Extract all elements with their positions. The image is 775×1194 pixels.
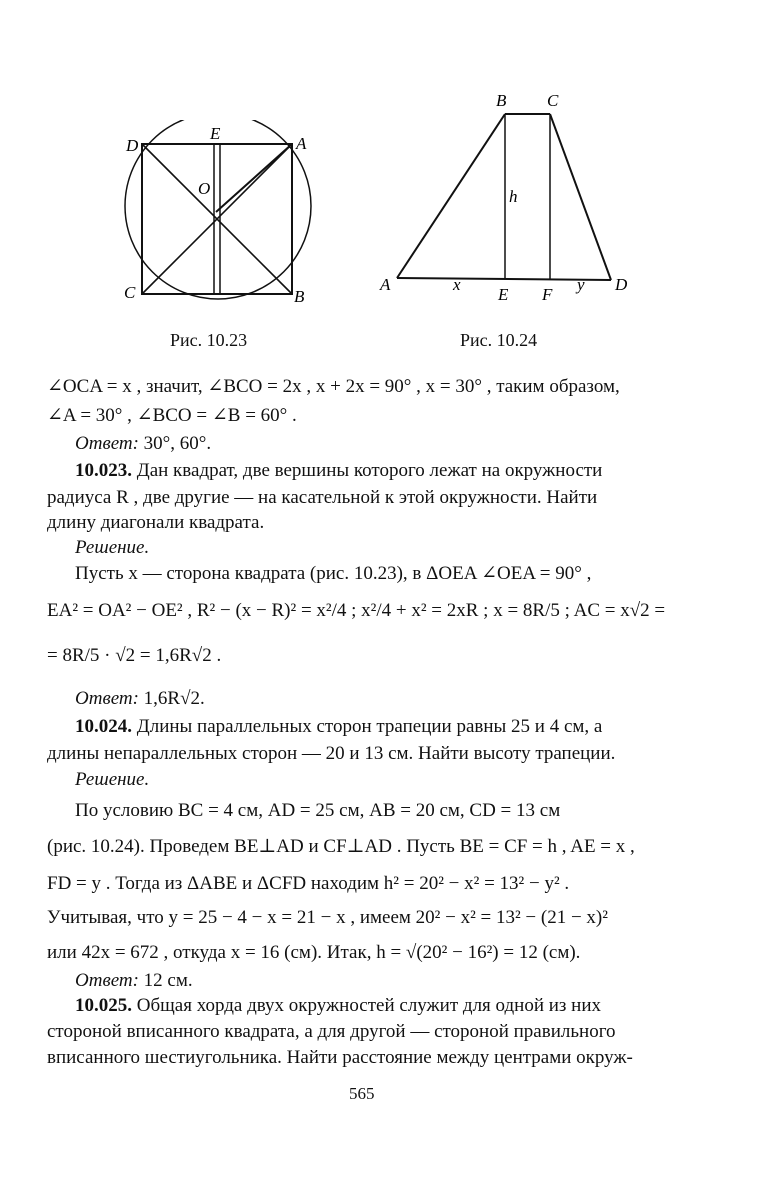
text-line: ∠OCA = x , значит, ∠BCO = 2x , x + 2x = 90° , x = 30° , таким образом, xyxy=(47,376,620,397)
text-line: ∠A = 30° , ∠BCO = ∠B = 60° . xyxy=(47,405,297,426)
problem-10-025 xyxy=(75,995,601,1017)
text-line: длину диагонали квадрата. xyxy=(47,512,265,533)
page-number: 565 xyxy=(349,1084,375,1103)
label-D: D xyxy=(615,275,628,294)
label-B: B xyxy=(496,91,507,110)
problem-text: Длины параллельных сторон трапеции равны 25 и 4 см, а xyxy=(132,716,603,737)
text-line: вписанного шестиугольника. Найти расстояние между центрами окруж- xyxy=(47,1047,633,1068)
problem-10-024 xyxy=(75,716,602,738)
label-D: D xyxy=(126,136,139,155)
label-F: F xyxy=(542,285,553,304)
problem-number: 10.023. xyxy=(75,460,132,481)
problem-number: 10.025. xyxy=(75,995,132,1016)
label-E: E xyxy=(498,285,509,304)
label-x: x xyxy=(453,275,461,294)
formula-line: = 8R/5 · √2 = 1,6R√2 . xyxy=(47,645,222,666)
text-line: или 42x = 672 , откуда x = 16 (см). Итак, h = √(20² − 16²) = 12 (см). xyxy=(47,942,581,963)
answer-line xyxy=(75,688,205,710)
problem-text: Общая хорда двух окружностей служит для одной из них xyxy=(132,995,602,1016)
answer-label: Ответ: xyxy=(75,688,139,709)
figure-10-23 xyxy=(110,120,330,310)
solution-label: Решение. xyxy=(75,537,150,558)
text-line: Пусть x — сторона квадрата (рис. 10.23), в ΔOEA ∠OEA = 90° , xyxy=(75,563,592,584)
label-E: E xyxy=(210,124,221,143)
text-line: радиуса R , две другие — на касательной к этой окружности. Найти xyxy=(47,487,598,508)
caption-fig-10-24: Рис. 10.24 xyxy=(460,330,538,350)
answer-label: Ответ: xyxy=(75,970,139,991)
problem-10-023 xyxy=(75,460,602,482)
text-line: FD = y . Тогда из ΔABE и ΔCFD находим h² = 20² − x² = 13² − y² . xyxy=(47,873,570,894)
label-C: C xyxy=(547,91,559,110)
text-line: длины непараллельных сторон — 20 и 13 см. Найти высоту трапеции. xyxy=(47,743,616,764)
answer-value: 1,6R√2. xyxy=(138,688,205,709)
caption-fig-10-23: Рис. 10.23 xyxy=(170,330,248,350)
label-A: A xyxy=(296,134,307,153)
text-line: Учитывая, что y = 25 − 4 − x = 21 − x , имеем 20² − x² = 13² − (21 − x)² xyxy=(47,907,608,928)
figure-10-24 xyxy=(375,90,645,315)
answer-line xyxy=(75,433,211,455)
answer-line xyxy=(75,970,193,992)
label-h: h xyxy=(509,187,518,206)
text-line: (рис. 10.24). Проведем BE⊥AD и CF⊥AD . Пусть BE = CF = h , AE = x , xyxy=(47,836,635,857)
label-A: A xyxy=(380,275,391,294)
text-line: По условию BC = 4 см, AD = 25 см, AB = 20 см, CD = 13 см xyxy=(75,800,561,821)
text-line: стороной вписанного квадрата, а для другой — стороной правильного xyxy=(47,1021,616,1042)
label-C: C xyxy=(124,283,136,302)
solution-label: Решение. xyxy=(75,769,150,790)
formula-line: EA² = OA² − OE² , R² − (x − R)² = x²/4 ; x²/4 + x² = 2xR ; x = 8R/5 ; AC = x√2 = xyxy=(47,600,666,621)
answer-label: Ответ: xyxy=(75,433,139,454)
problem-text: Дан квадрат, две вершины которого лежат на окружности xyxy=(132,460,603,481)
problem-number: 10.024. xyxy=(75,716,132,737)
answer-value: 30°, 60°. xyxy=(138,433,212,454)
label-y: y xyxy=(577,275,585,294)
label-B: B xyxy=(294,287,305,306)
answer-value: 12 см. xyxy=(138,970,193,991)
label-O: O xyxy=(198,179,211,198)
